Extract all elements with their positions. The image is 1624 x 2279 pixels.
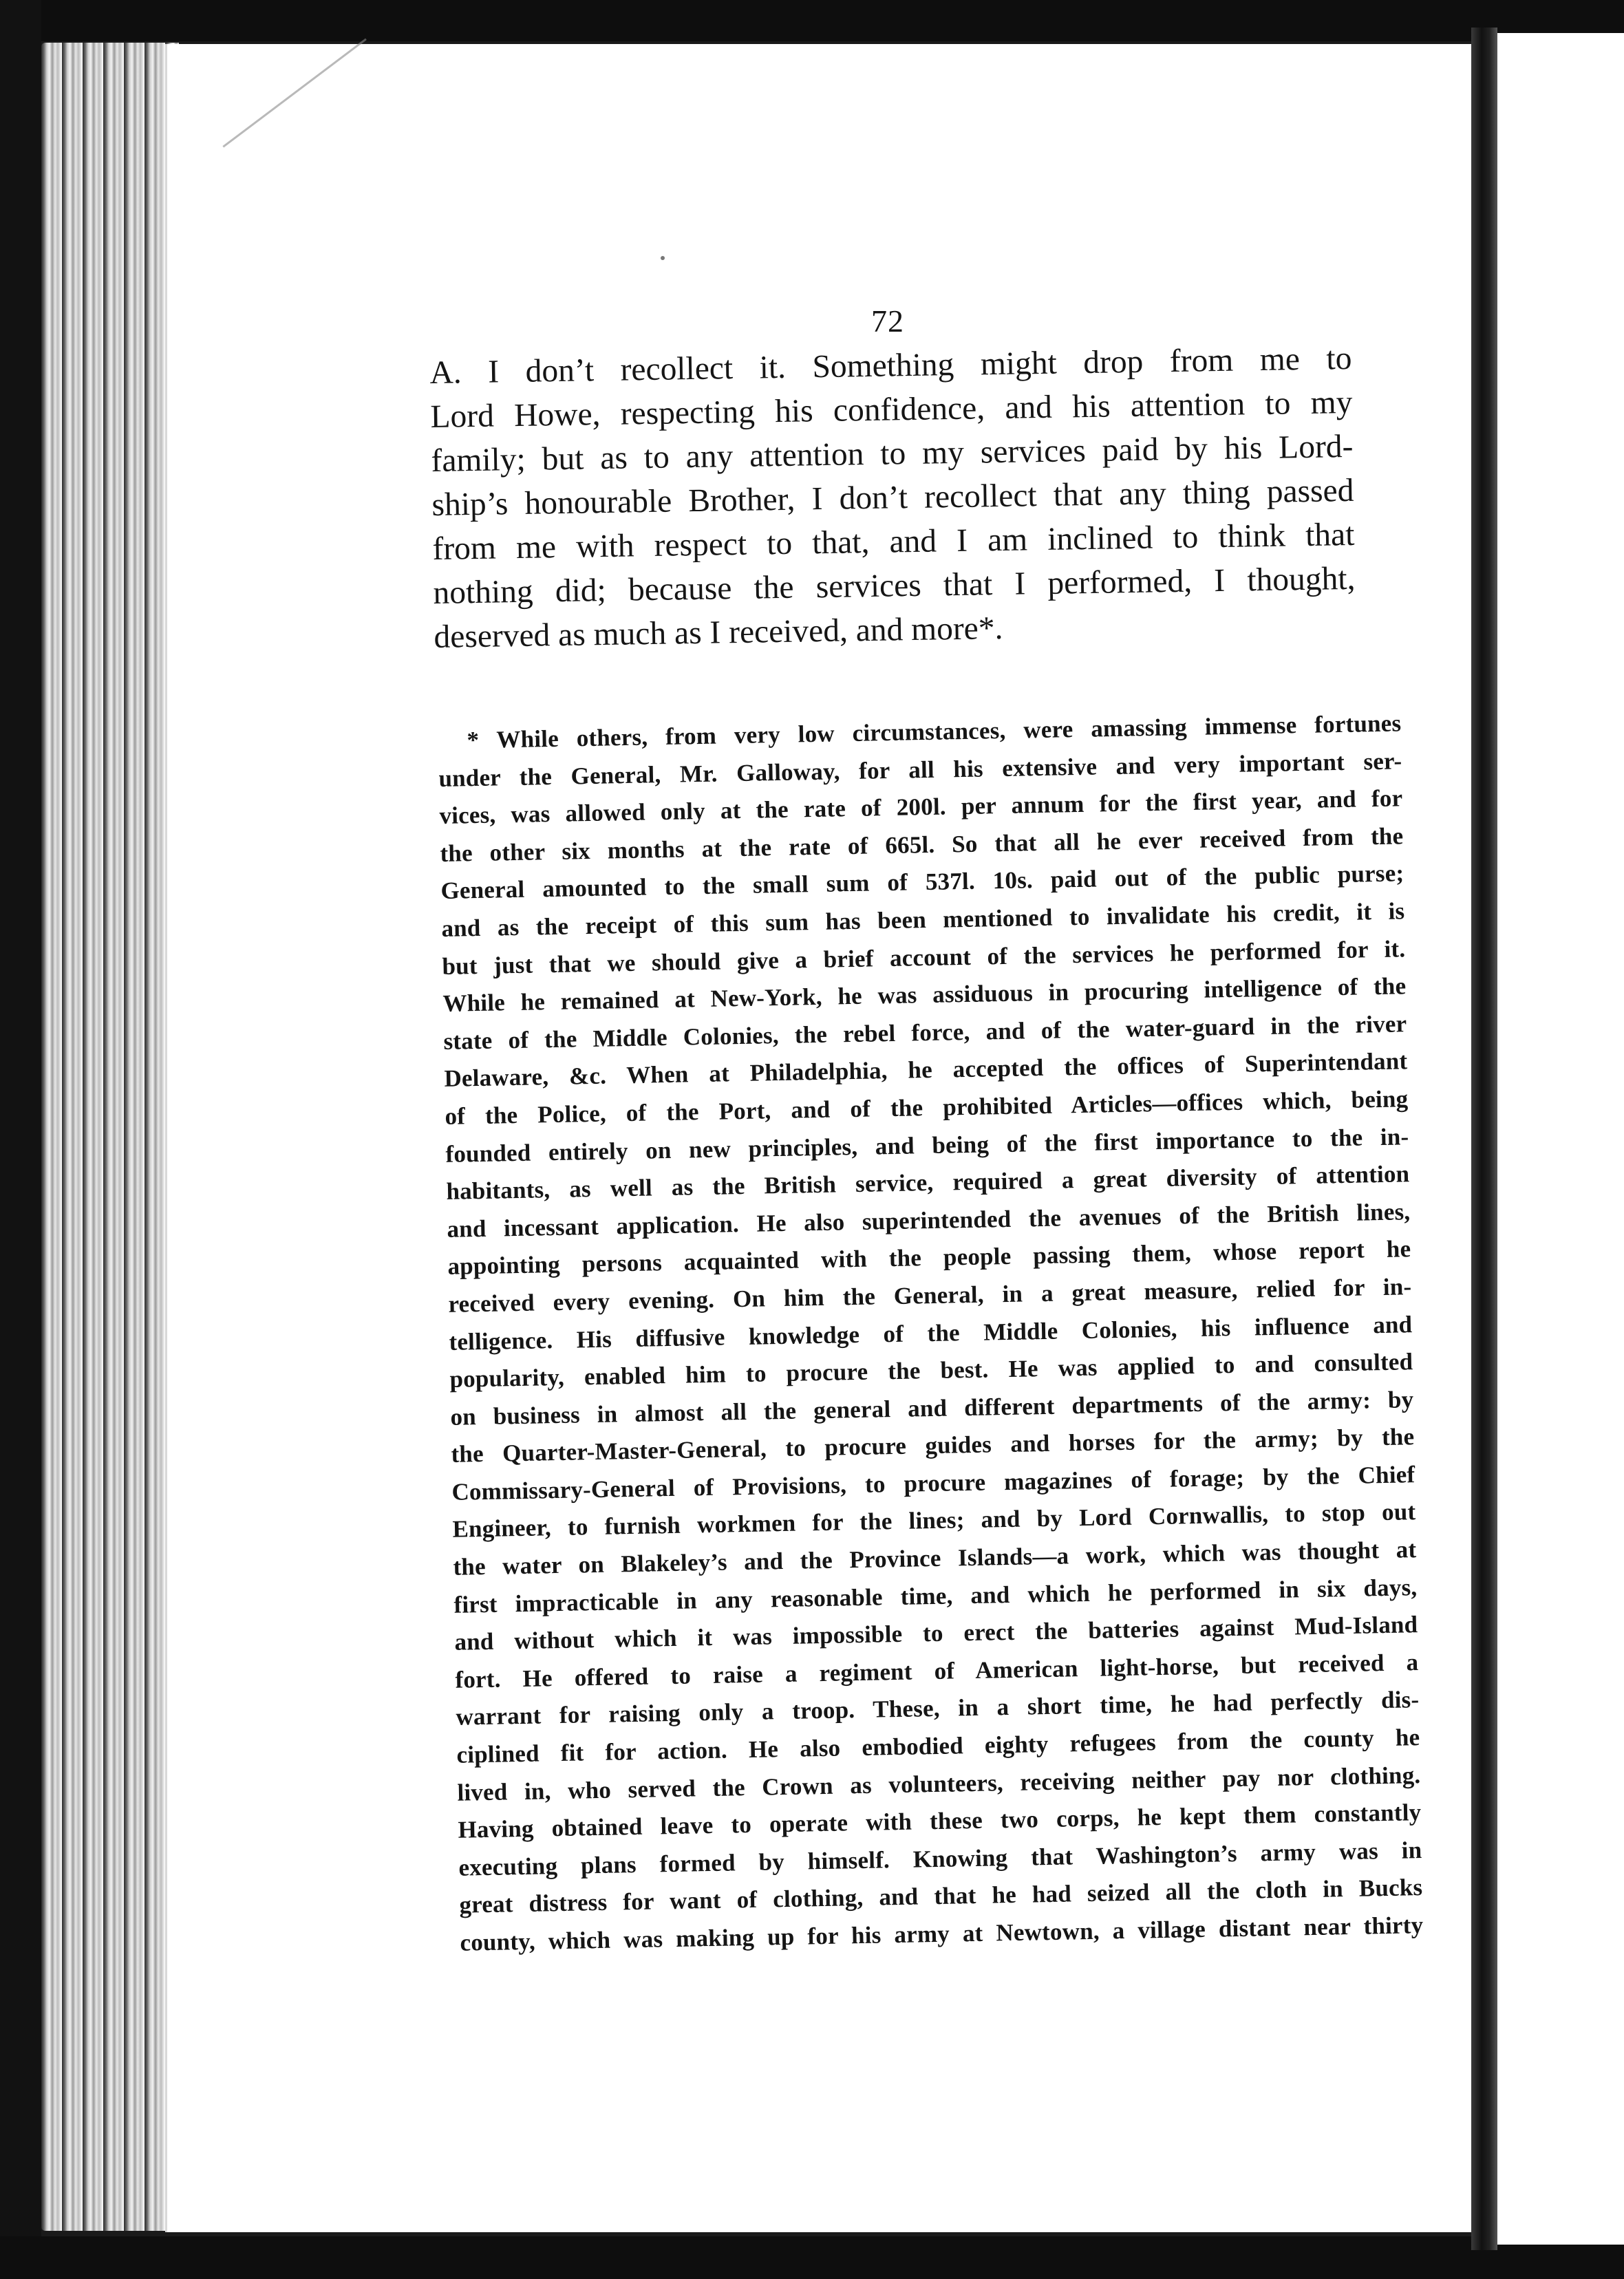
body-line: from me with respect to that, and I am inclined to think that <box>432 516 1355 567</box>
book-spine-gutter <box>1471 28 1497 2250</box>
footnote-line: the other six months at the rate of 665l. So that all he ever received from the <box>440 822 1404 867</box>
footnote-line: founded entirely on new principles, and being of the first importance to the in- <box>445 1122 1409 1168</box>
footnote <box>438 705 1424 1962</box>
body-line: ship’s honourable Brother, I don’t recollect that any thing passed <box>431 472 1354 523</box>
footnote-line: ciplined fit for action. He also embodied eighty refugees from the county he <box>456 1724 1420 1768</box>
footnote-line: great distress for want of clothing, and that he had seized all the cloth in Bucks <box>459 1874 1423 1919</box>
footnote-line: habitants, as well as the British service, required a great diversity of attention <box>446 1160 1410 1206</box>
footnote-line: county, which was making up for his army at Newtown, a village distant near thirty <box>460 1912 1424 1956</box>
footnote-line: popularity, enabled him to procure the best. He was applied to and consulted <box>449 1348 1413 1393</box>
speck-mark <box>661 256 665 260</box>
body-line: A. I don’t recollect it. Something might drop from me to <box>429 340 1352 391</box>
body-line: deserved as much as I received, and more*. <box>434 610 1003 655</box>
footnote-line: warrant for raising only a troop. These, in a short time, he had perfectly dis- <box>456 1686 1420 1731</box>
footnote-line: Engineer, to furnish workmen for the lines; and by Lord Cornwallis, to stop out <box>452 1498 1416 1543</box>
footnote-line: While he remained at New-York, he was assiduous in procuring intelligence of the <box>442 972 1407 1018</box>
footnote-line: of the Police, of the Port, and of the prohibited Articles—offices which, being <box>445 1085 1409 1130</box>
footnote-line: received every evening. On him the General, in a great measure, relied for in- <box>448 1273 1412 1318</box>
footnote-line: Delaware, &c. When at Philadelphia, he accepted the offices of Superintendant <box>444 1047 1408 1093</box>
body-line: Lord Howe, respecting his confidence, and his attention to my <box>430 384 1353 435</box>
footnote-line: Commissary-General of Provisions, to procure magazines of forage; by the Chief <box>451 1461 1415 1506</box>
facing-page <box>1497 33 1624 2245</box>
footnote-line: lived in, who served the Crown as volunteers, receiving neither pay nor clothing. <box>457 1761 1421 1806</box>
footnote-line: telligence. His diffusive knowledge of the Middle Colonies, his influence and <box>449 1310 1413 1356</box>
footnote-line: General amounted to the small sum of 537l. 10s. paid out of the public purse; <box>440 859 1404 905</box>
scan-background-left <box>0 0 41 2279</box>
footnote-line: appointing persons acquainted with the people passing them, whose report he <box>447 1235 1411 1281</box>
footnote-line: executing plans formed by himself. Knowing that Washington’s army was in <box>458 1836 1422 1881</box>
footnote-line: state of the Middle Colonies, the rebel force, and of the water-guard in the river <box>443 1010 1407 1055</box>
footnote-line: and as the receipt of this sum has been mentioned to invalidate his credit, it is <box>441 897 1405 942</box>
footnote-line: but just that we should give a brief account of the services he performed for it. <box>442 934 1406 980</box>
footnote-line: on business in almost all the general and different departments of the army: by <box>450 1385 1414 1431</box>
footnote-line: and without which it was impossible to erect the batteries against Mud-Island <box>454 1611 1418 1656</box>
footnote-line: under the General, Mr. Galloway, for all his extensive and very important ser- <box>438 747 1402 792</box>
body-line: family; but as to any attention to my services paid by his Lord- <box>431 428 1354 479</box>
footnote-line: the Quarter-Master-General, to procure guides and horses for the army; by the <box>451 1423 1415 1468</box>
footnote-line: Having obtained leave to operate with these two corps, he kept them constantly <box>458 1799 1422 1843</box>
page-number: 72 <box>871 303 904 339</box>
scan-background-bottom <box>0 2236 1624 2279</box>
footnote-line: the water on Blakeley’s and the Province Islands—a work, which was thought at <box>453 1536 1417 1581</box>
footnote-line: first impracticable in any reasonable time, and which he performed in six days, <box>453 1573 1418 1618</box>
stacked-page-edges <box>41 43 179 2231</box>
footnote-line: vices, was allowed only at the rate of 200l. per annum for the first year, and for <box>439 784 1403 830</box>
scan-background-top <box>0 0 1624 41</box>
footnote-line: and incessant application. He also superintended the avenues of the British lines, <box>447 1197 1411 1243</box>
body-line: nothing did; because the services that I performed, I thought, <box>433 560 1356 611</box>
footnote-line: fort. He offered to raise a regiment of American light-horse, but received a <box>455 1648 1419 1693</box>
body-paragraph <box>429 336 1356 659</box>
footnote-line: * While others, from very low circumstances, were amassing immense fortunes <box>467 709 1402 754</box>
